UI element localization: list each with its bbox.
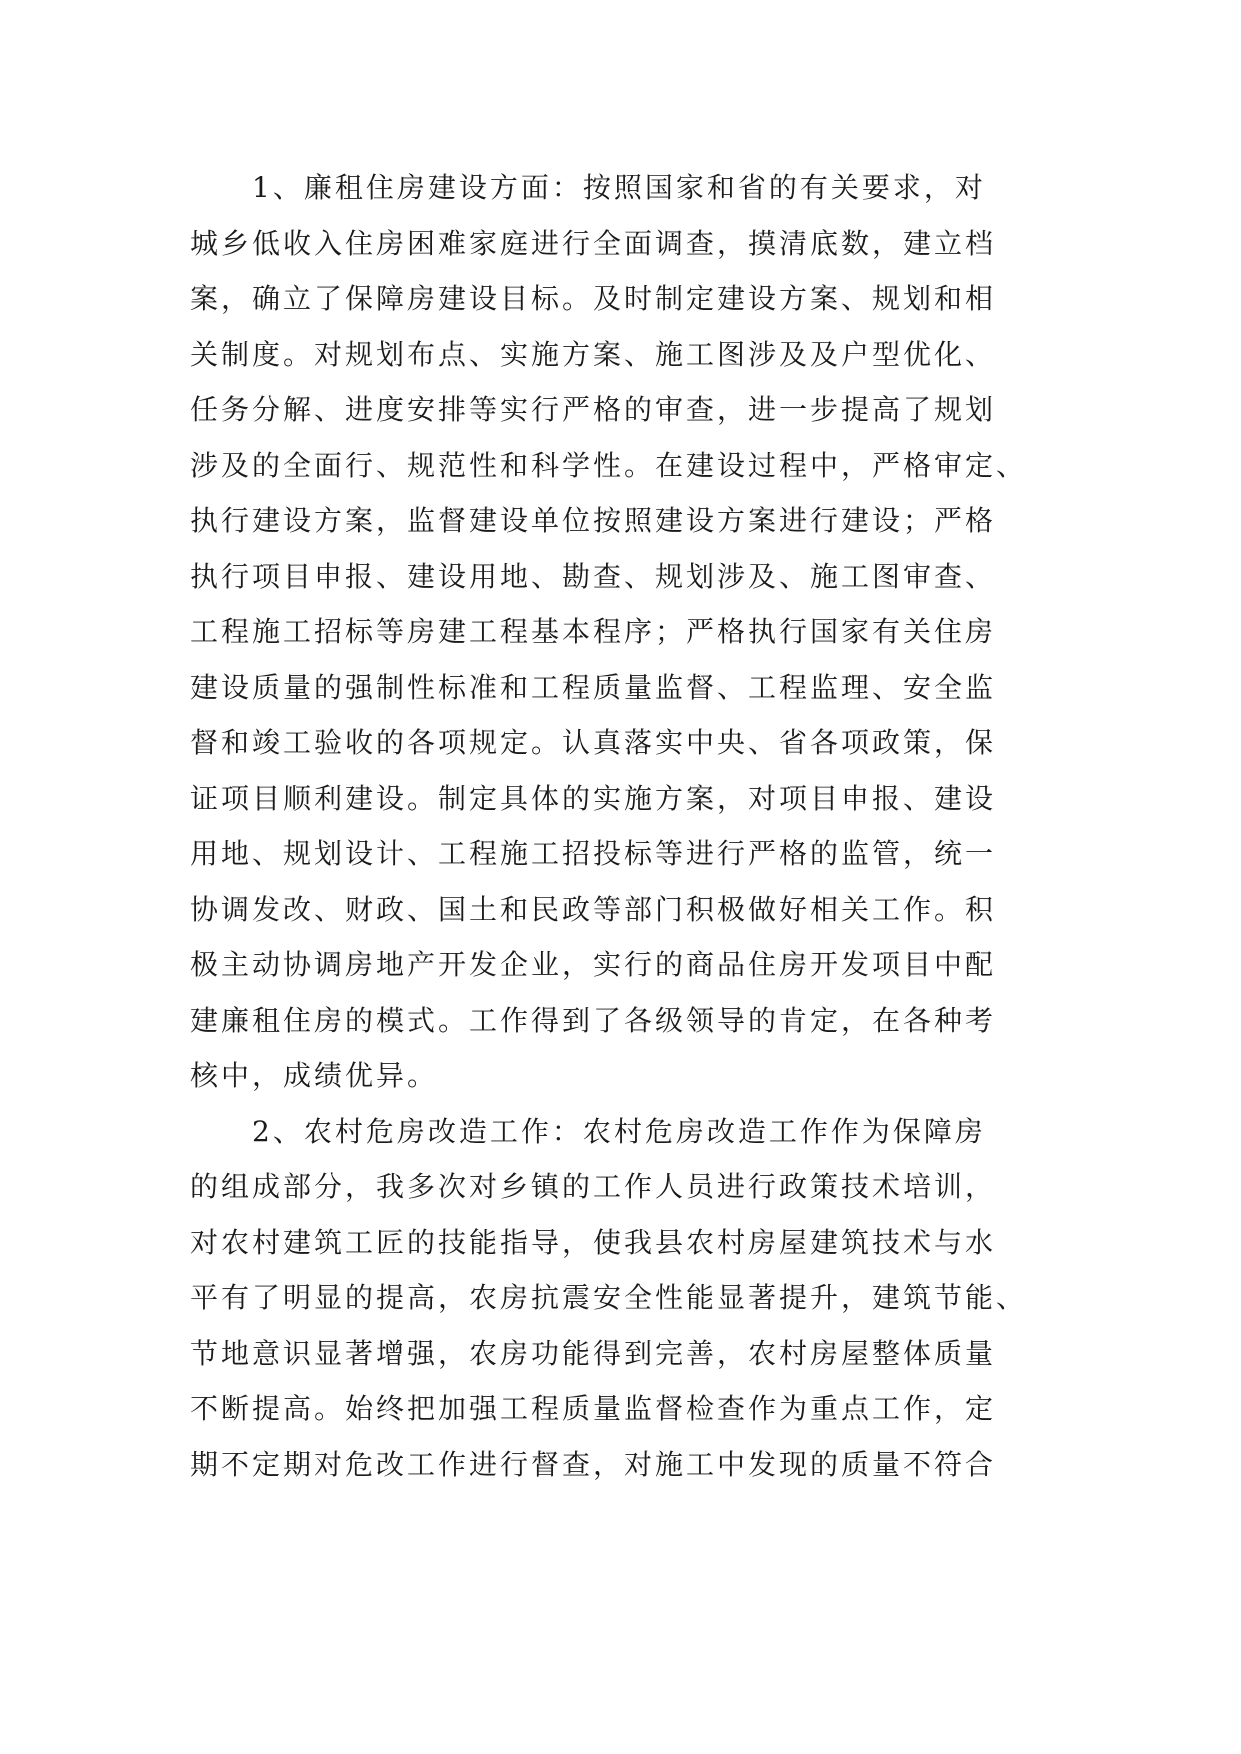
document-body (190, 160, 1070, 1492)
text-line: 案，确立了保障房建设目标。及时制定建设方案、规划和相 (190, 282, 997, 315)
paragraph-1 (190, 160, 1070, 1104)
text-line: 对农村建筑工匠的技能指导，使我县农村房屋建筑技术与水 (190, 1225, 997, 1259)
text-line: 证项目顺利建设。制定具体的实施方案，对项目申报、建设 (190, 781, 997, 815)
text-line: 协调发改、财政、国土和民政等部门积极做好相关工作。积 (190, 892, 997, 926)
text-line: 平有了明显的提高，农房抗震安全性能显著提升，建筑节能、 (190, 1281, 1028, 1314)
text-line: 核中，成绩优异。 (190, 1059, 439, 1092)
text-line: 建设质量的强制性标准和工程质量监督、工程监理、安全监 (190, 670, 997, 704)
text-line: 期不定期对危改工作进行督查，对施工中发现的质量不符合 (190, 1447, 997, 1481)
text-line: 1、廉租住房建设方面：按照国家和省的有关要求，对 (252, 171, 986, 204)
text-line: 的组成部分，我多次对乡镇的工作人员进行政策技术培训， (190, 1170, 997, 1203)
paragraph-2 (190, 1104, 1070, 1493)
text-line: 执行建设方案，监督建设单位按照建设方案进行建设；严格 (190, 504, 997, 537)
text-line: 工程施工招标等房建工程基本程序；严格执行国家有关住房 (190, 615, 997, 648)
text-line: 涉及的全面行、规范性和科学性。在建设过程中，严格审定、 (190, 448, 1028, 482)
text-line: 建廉租住房的模式。工作得到了各级领导的肯定，在各种考 (190, 1003, 997, 1037)
text-line: 2、农村危房改造工作：农村危房改造工作作为保障房 (252, 1114, 986, 1148)
text-line: 城乡低收入住房困难家庭进行全面调查，摸清底数，建立档 (190, 226, 997, 260)
text-line: 不断提高。始终把加强工程质量监督检查作为重点工作，定 (190, 1392, 997, 1425)
text-line: 极主动协调房地产开发企业，实行的商品住房开发项目中配 (190, 948, 997, 981)
text-line: 用地、规划设计、工程施工招投标等进行严格的监管，统一 (190, 837, 997, 870)
text-line: 督和竣工验收的各项规定。认真落实中央、省各项政策，保 (190, 726, 997, 759)
text-line: 节地意识显著增强，农房功能得到完善，农村房屋整体质量 (190, 1336, 997, 1370)
text-line: 任务分解、进度安排等实行严格的审查，进一步提高了规划 (190, 393, 997, 426)
text-line: 关制度。对规划布点、实施方案、施工图涉及及户型优化、 (190, 337, 997, 371)
text-line: 执行项目申报、建设用地、勘查、规划涉及、施工图审查、 (190, 559, 997, 593)
